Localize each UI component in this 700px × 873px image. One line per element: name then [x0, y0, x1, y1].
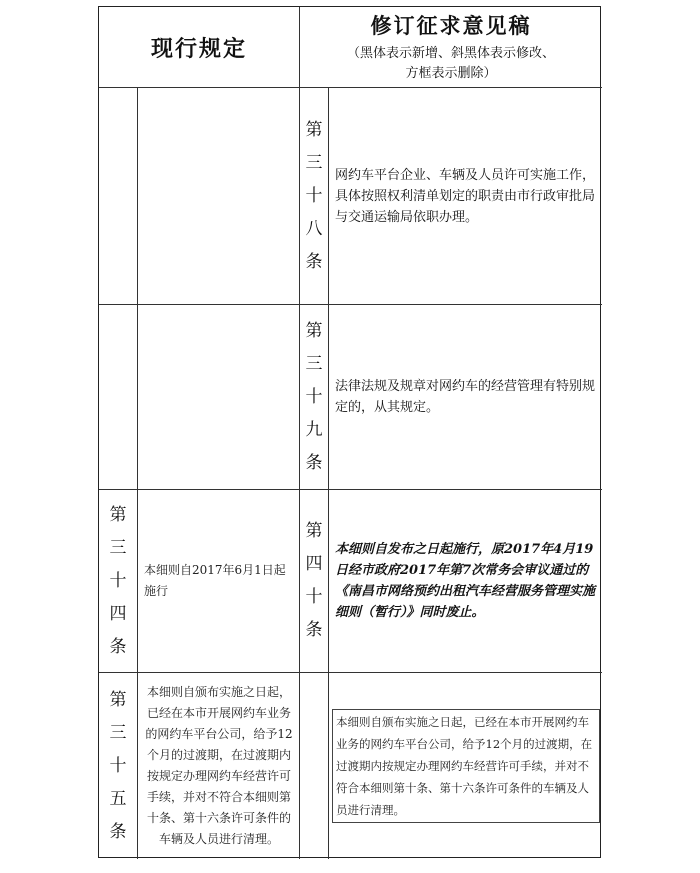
article-39-text: [335, 305, 597, 489]
article-char: 四: [109, 603, 127, 624]
article-34-current-text: [144, 490, 294, 672]
article-char: 十: [305, 185, 323, 206]
article-char: 十: [109, 570, 127, 591]
header-note-line2: 方框表示删除）: [405, 66, 497, 81]
header-revised-draft: [300, 7, 602, 87]
article-char: 第: [109, 689, 127, 710]
article-char: 三: [305, 152, 323, 173]
article-char: 五: [109, 788, 127, 809]
comparison-table: [98, 6, 601, 858]
article-label-35-current: [99, 673, 137, 859]
article-char: 四: [305, 554, 323, 574]
article-char: 第: [305, 119, 323, 140]
article-char: 十: [109, 755, 127, 776]
header-right-title: 修订征求意见稿: [370, 13, 532, 38]
column-divider: [137, 87, 138, 859]
article-text: 网约车平台企业、车辆及人员许可实施工作，具体按照权利清单划定的职责由市行政审批局与交通运输局依职办理。: [335, 167, 596, 225]
article-text: 法律法规及规章对网约车的经营管理有特别规定的，从其规定。: [335, 379, 596, 415]
article-char: 条: [305, 620, 323, 640]
header-left-title: 现行规定: [150, 35, 247, 62]
article-char: 第: [305, 320, 323, 341]
article-char: 十: [305, 386, 323, 407]
article-label-38: [300, 88, 328, 304]
article-char: 十: [305, 587, 323, 607]
article-label-40: [300, 490, 328, 672]
article-label-39: [300, 305, 328, 489]
article-label-34-current: [99, 490, 137, 672]
article-char: 三: [109, 722, 127, 743]
article-char: 第: [109, 504, 127, 525]
article-char: 三: [305, 353, 323, 374]
article-40-text: [335, 490, 597, 672]
article-text: 本细则自2017年6月1日起施行: [144, 563, 286, 598]
column-divider: [328, 87, 329, 859]
article-35-current-text: [144, 673, 294, 859]
article-char: 条: [305, 251, 323, 272]
deleted-text-box: 本细则自颁布实施之日起，已经在本市开展网约车业务的网约车平台公司，给予12个月的过渡期，在过渡期内按规定办理网约车经营许可手续，并对不符合本细则第十条、第十六条许可条件的车辆及人员进行清理。: [332, 709, 600, 823]
article-char: 条: [109, 821, 127, 842]
article-char: 九: [305, 419, 323, 440]
article-text: 本细则自颁布实施之日起，已经在本市开展网约车业务的网约车平台公司，给予12个月的过渡期，在过渡期内按规定办理网约车经营许可手续，并对不符合本细则第十条、第十六条许可条件的车辆及人员进行清理。: [145, 685, 293, 846]
article-38-text: [335, 88, 597, 304]
header-current-rules: [99, 7, 299, 87]
article-char: 第: [305, 521, 323, 541]
header-note-line1: （黑体表示新增、斜黑体表示修改、: [346, 46, 555, 61]
article-char: 条: [305, 452, 323, 473]
article-text: 本细则自发布之日起施行，原2017年4月19日经市政府2017年第7次常务会审议通过的《南昌市网络预约出租汽车经营服务管理实施细则（暂行）》同时废止。: [335, 542, 596, 620]
article-char: 八: [305, 218, 323, 239]
article-char: 三: [109, 537, 127, 558]
article-35-deleted-text: [332, 673, 600, 859]
article-char: 条: [109, 636, 127, 657]
